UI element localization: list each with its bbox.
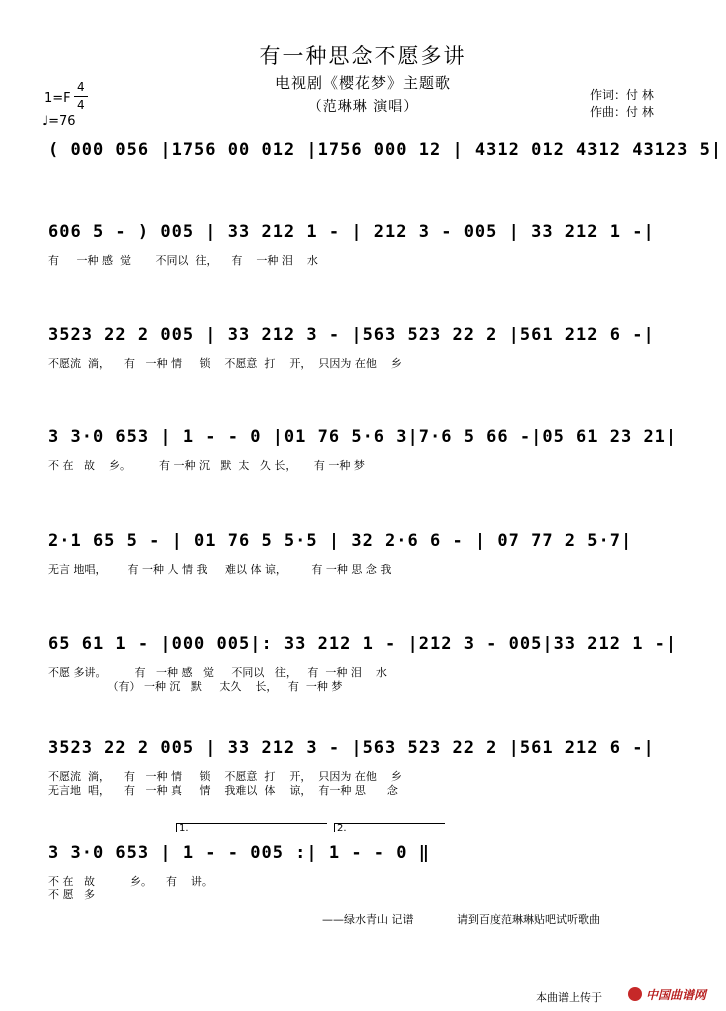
second-ending-label: 2. xyxy=(337,823,347,834)
notation-line: 606 5 - ) 005 | 33 212 1 - | 212 3 - 005 | 33 212 1 -| xyxy=(48,222,655,242)
notation-line: 65 61 1 - |000 005|: 33 212 1 - |212 3 - 005|33 212 1 -| xyxy=(48,634,678,654)
lyric-line-second-verse: 不 愿 多 xyxy=(48,888,95,901)
lyric-line: 无言 地唱， 有 一种 人 情 我 难以 体 谅， 有 一种 思 念 我 xyxy=(48,563,392,576)
lyric-line: 不 在 故 乡。 有 讲。 xyxy=(48,875,213,888)
notation-line: ( 000 056 |1756 00 012 |1756 000 12 | 4312 012 4312 43123 5| xyxy=(48,140,723,160)
time-signature-top: 4 xyxy=(77,80,85,94)
lyric-line: 不 在 故 乡。 有 一种 沉 默 太 久 长， 有 一种 梦 xyxy=(48,459,365,472)
lyric-line-second-verse: （有） 一种 沉 默 太久 长， 有 一种 梦 xyxy=(48,680,343,693)
upload-note: 本曲谱上传于 xyxy=(536,991,602,1004)
lyric-line: 不愿流 淌， 有 一种 情 锁 不愿意 打 开， 只因为 在他 乡 xyxy=(48,357,402,370)
key-signature: 1=F xyxy=(44,91,71,106)
lyric-line: 不愿 多讲。 有 一种 感 觉 不同以 往， 有 一种 泪 水 xyxy=(48,666,387,679)
notation-line: 3523 22 2 005 | 33 212 3 - |563 523 22 2 |561 212 6 -| xyxy=(48,738,655,758)
lyric-line: 有 一种 感 觉 不同以 往， 有 一种 泪 水 xyxy=(48,254,318,267)
logo-text: 中国曲谱网 xyxy=(646,988,707,1002)
lyricist-credit: 作词：付 林 xyxy=(590,88,654,102)
notation-line: 3 3·0 653 | 1 - - 0 |01 76 5·6 3|7·6 5 66 -|05 61 23 21| xyxy=(48,427,678,447)
site-logo xyxy=(628,985,714,1003)
lyric-line: 不愿流 淌， 有 一种 情 锁 不愿意 打 开， 只因为 在他 乡 xyxy=(48,770,402,783)
time-signature-bottom: 4 xyxy=(77,98,85,112)
notation-line: 3523 22 2 005 | 33 212 3 - |563 523 22 2 |561 212 6 -| xyxy=(48,325,655,345)
logo-mark-icon xyxy=(628,987,642,1001)
singer-credit: （范琳琳 演唱） xyxy=(307,99,419,115)
notation-line: 2·1 65 5 - | 01 76 5 5·5 | 32 2·6 6 - | 07 77 2 5·7| xyxy=(48,531,633,551)
transcriber-credit: ——绿水青山 记谱 xyxy=(322,913,414,926)
song-subtitle: 电视剧《樱花梦》主题歌 xyxy=(274,74,451,92)
song-title: 有一种思念不愿多讲 xyxy=(259,44,467,68)
listen-note: 请到百度范琳琳贴吧试听歌曲 xyxy=(457,913,600,926)
lyric-line-second-verse: 无言地 唱， 有 一种 真 情 我难以 体 谅， 有一种 思 念 xyxy=(48,784,398,797)
tempo-marking: ♩=76 xyxy=(42,114,76,129)
second-ending-bracket xyxy=(334,823,445,832)
notation-line: 3 3·0 653 | 1 - - 005 :| 1 - - 0 ‖ xyxy=(48,843,430,863)
first-ending-bracket xyxy=(176,823,327,832)
time-signature-bar xyxy=(74,96,88,97)
first-ending-label: 1. xyxy=(179,823,189,834)
composer-credit: 作曲：付 林 xyxy=(590,105,654,119)
